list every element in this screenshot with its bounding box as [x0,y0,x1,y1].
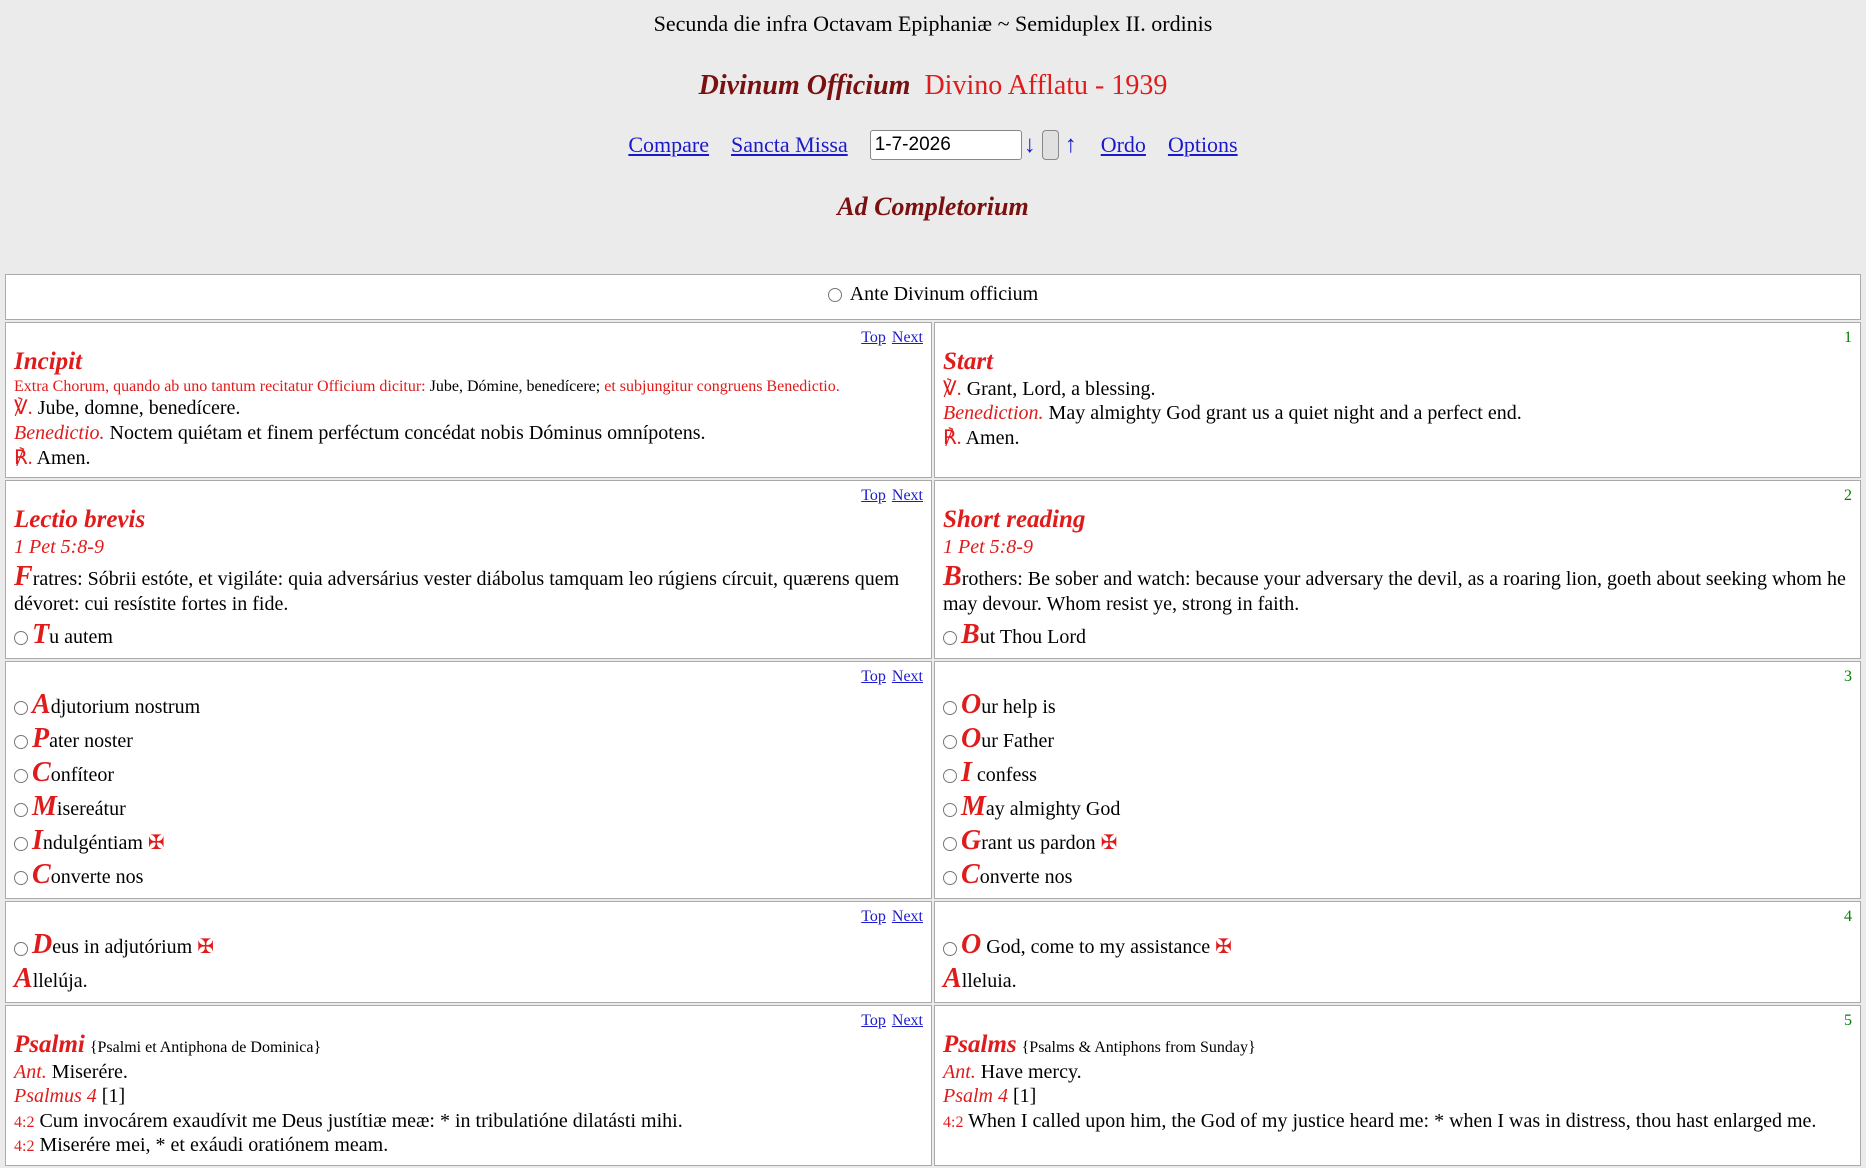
brand-subtitle: Divino Afflatu - 1939 [924,70,1168,101]
cross-icon: ✠ [1100,832,1118,855]
top-link[interactable]: Top [861,667,886,685]
ante-label: Ante Divinum officium [849,283,1039,305]
response-symbol: ℟. [943,426,962,449]
top-nav [0,130,1866,160]
top-link[interactable]: Top [861,329,886,346]
section-note: {Psalmi et Antiphona de Dominica} [89,1039,322,1057]
section-number: 5 [1844,1012,1852,1030]
date-go-button[interactable] [1042,130,1059,160]
date-input[interactable] [870,130,1022,160]
brand [0,70,1866,102]
office-table [3,272,1863,1168]
benediction-text: Noctem quiétam et finem perféctum concédat nobis Dóminus omnípotens. [109,421,706,444]
scripture-reference: 1 Pet 5:8-9 [943,535,1033,558]
rubric: Extra Chorum, quando ab uno tantum recitatur Officium dicitur: Jube, Dómine, benedícere; et subjungitur congruens Benedictio. [14,377,840,395]
ordo-link[interactable]: Ordo [1100,132,1146,157]
list-item[interactable]: Our help is [943,688,1852,721]
cross-icon: ✠ [1215,936,1232,959]
reading-text: rothers: Be sober and watch: because your adversary the devil, as a roaring lion, goeth about seeking whom he may devour. Whom resist ye, strong in faith. [943,568,1846,616]
response-text: Amen. [36,446,91,469]
list-item[interactable]: Converte nos [14,858,923,891]
option-label: u autem [49,625,113,648]
drop-cap: F [14,561,33,593]
day-title: Secunda die infra Octavam Epiphaniæ ~ Semiduplex II. ordinis [653,11,1213,36]
versicle-symbol: ℣. [14,397,33,420]
section-heading: Psalmi [14,1031,85,1059]
next-link[interactable]: Next [891,487,923,505]
section-5-english: 5 Psalms {Psalms & Antiphons from Sunday} Ant. Have mercy. Psalm 4 [1] 4:2 When I called upon him, the God of my justice heard me: * when I was in distress, thou hast enlarged me. [934,1005,1861,1166]
section-3-latin [5,661,932,899]
section-number: 4 [1844,908,1852,926]
psalm-label: Psalmus 4 [14,1085,97,1108]
list-item[interactable]: Adjutorium nostrum [14,688,923,721]
ante-row [5,274,1861,320]
next-link[interactable]: Next [891,329,923,346]
option-radio[interactable] [943,942,957,956]
psalm-label: Psalm 4 [943,1085,1008,1108]
section-3-english [934,661,1861,899]
section-note: {Psalms & Antiphons from Sunday} [1021,1039,1256,1057]
section-4-latin: Top Next Deus in adjutórium ✠ Allelúja. [5,901,932,1003]
top-link[interactable]: Top [861,487,886,505]
compare-link[interactable]: Compare [628,132,710,157]
list-item[interactable]: Our Father [943,722,1852,755]
option-radio[interactable] [14,942,28,956]
sancta-missa-link[interactable]: Sancta Missa [731,132,848,157]
section-heading: Start [943,348,994,375]
section-5-latin: Top Next Psalmi {Psalmi et Antiphona de Dominica} Ant. Miserére. Psalmus 4 [1] 4:2 Cum invocárem exaudívit me Deus justítiæ meæ: * in tribulatióne dilatásti mihi. 4:2 Miserére mei, * et exáudi oratiónem meam. [5,1005,932,1166]
response-symbol: ℟. [14,446,33,469]
section-4-english: 4 O God, come to my assistance ✠ Alleluia. [934,901,1861,1003]
section-heading: Lectio brevis [14,506,146,534]
option-radio[interactable] [943,631,957,645]
section-number: 2 [1844,487,1852,505]
versicle-symbol: ℣. [943,377,962,400]
reading-text: ratres: Sóbrii estóte, et vigiláte: quia adversárius vester diábolus tamquam leo rúgiens círcuit, quærens quem dévoret: cui resístite fortes in fide. [14,568,900,616]
list-item[interactable]: Confíteor [14,756,923,789]
section-2-latin: Top Next Lectio brevis 1 Pet 5:8-9 Fratres: Sóbrii estóte, et vigiláte: quia adversárius vester diábolus tamquam leo rúgiens círcuit, quærens quem dévoret: cui resístite fortes in fide. Tu autem [5,480,932,659]
section-heading: Short reading [943,506,1086,534]
response-text: Amen. [965,426,1020,449]
option-radio[interactable] [14,631,28,645]
cross-icon: ✠ [147,832,165,855]
options-link[interactable]: Options [1167,132,1238,157]
next-link[interactable]: Next [891,908,923,926]
top-link[interactable]: Top [861,1012,886,1030]
list-item[interactable]: Grant us pardon ✠ [943,824,1852,857]
list-item[interactable]: Pater noster [14,722,923,755]
list-item[interactable]: Misereátur [14,790,923,823]
benediction-text: May almighty God grant us a quiet night and a perfect end. [1048,402,1522,425]
list-item[interactable]: I confess [943,756,1852,789]
option-label: ut Thou Lord [979,625,1086,648]
section-heading: Incipit [14,348,83,375]
section-2-english: 2 Short reading 1 Pet 5:8-9 Brothers: Be sober and watch: because your adversary the devil, as a roaring lion, goeth about seeking whom he may devour. Whom resist ye, strong in faith. But Thou Lord [934,480,1861,659]
section-number: 3 [1844,667,1852,685]
previous-day-arrow-icon[interactable]: ↓ [1023,131,1036,158]
section-1-latin [5,322,932,478]
benediction-label: Benediction. [943,402,1044,425]
antiphon-label: Ant. [943,1060,976,1083]
hour-title: Ad Completorium [837,192,1029,221]
section-1-english [934,322,1861,478]
scripture-reference: 1 Pet 5:8-9 [14,535,104,558]
versicle-text: Grant, Lord, a blessing. [966,377,1156,400]
section-heading: Psalms [943,1031,1017,1059]
drop-cap: B [943,561,962,593]
list-item[interactable]: Converte nos [943,858,1852,891]
antiphon-label: Ant. [14,1060,47,1083]
next-link[interactable]: Next [891,667,923,685]
option-list [14,688,923,891]
list-item[interactable]: May almighty God [943,790,1852,823]
versicle-text: Jube, domne, benedícere. [37,397,241,420]
ante-radio[interactable] [828,288,842,302]
next-day-arrow-icon[interactable]: ↑ [1064,131,1077,158]
section-number: 1 [1844,329,1852,346]
list-item[interactable]: Indulgéntiam ✠ [14,824,923,857]
top-link[interactable]: Top [861,908,886,926]
brand-title: Divinum Officium [698,70,911,101]
next-link[interactable]: Next [891,1012,923,1030]
option-list [943,688,1852,891]
cross-icon: ✠ [197,936,214,959]
benediction-label: Benedictio. [14,421,105,444]
